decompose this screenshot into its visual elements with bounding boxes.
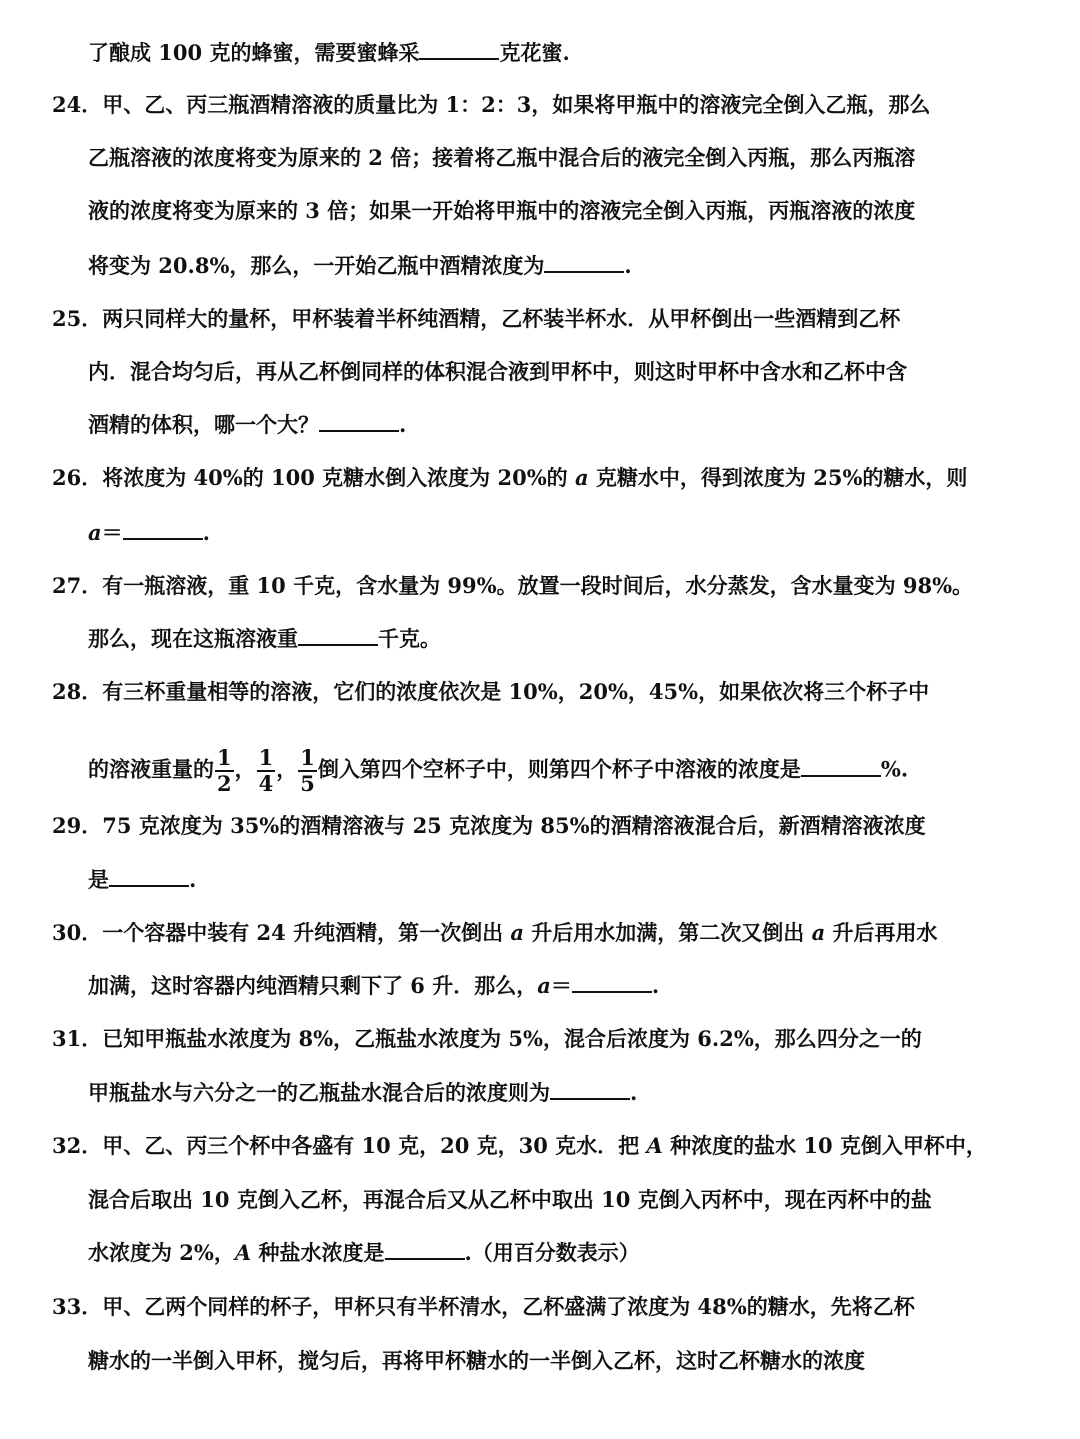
problem-30-line-2 — [0, 971, 1080, 1001]
text: 加满，这时容器内纯酒精只剩下了 6 升．那么， — [88, 973, 538, 998]
problem-24-line-4 — [0, 251, 1080, 281]
problem-number-27: 27． — [52, 573, 103, 598]
problem-27-line-2 — [0, 624, 1080, 654]
fraction-one-half — [215, 746, 234, 796]
text: 种浓度的盐水 10 克倒入甲杯中， — [662, 1133, 987, 1158]
problem-25-line-3 — [0, 410, 1080, 440]
problem-26-line-2 — [0, 518, 1080, 548]
problem-23-line-1 — [0, 38, 1080, 68]
text: 水浓度为 2%， — [88, 1240, 235, 1265]
text: 了酿成 100 克的蜂蜜，需要蜜蜂采 — [88, 40, 420, 65]
fraction-one-quarter — [257, 746, 276, 796]
answer-blank-29[interactable] — [109, 865, 189, 887]
problem-32-line-3 — [0, 1238, 1080, 1268]
equals-sign: ＝ — [101, 520, 123, 545]
problem-number-26: 26． — [52, 465, 103, 490]
problem-number-30: 30． — [52, 920, 103, 945]
problem-25-line-1 — [0, 304, 1080, 334]
problem-number-31: 31． — [52, 1026, 103, 1051]
text: . — [630, 1080, 638, 1105]
text: 已知甲瓶盐水浓度为 8%，乙瓶盐水浓度为 5%，混合后浓度为 6.2%，那么四分之一的 — [102, 1026, 922, 1051]
problem-33-line-1 — [0, 1292, 1080, 1322]
answer-blank-24[interactable] — [544, 251, 624, 273]
text: 酒精的体积，哪一个大？ — [88, 412, 319, 437]
problem-28-line-2 — [0, 746, 1080, 796]
text: 有一瓶溶液，重 10 千克，含水量为 99%。放置一段时间后，水分蒸发，含水量变为 98%。 — [102, 573, 974, 598]
variable-a: a — [811, 920, 826, 945]
numerator: 1 — [217, 745, 232, 770]
text: . — [624, 253, 632, 278]
answer-blank-31[interactable] — [550, 1078, 630, 1100]
answer-blank-27[interactable] — [298, 624, 378, 646]
problem-25-line-2: 内．混合均匀后，再从乙杯倒同样的体积混合液到甲杯中，则这时甲杯中含水和乙杯中含 — [88, 359, 907, 384]
variable-a: a — [574, 465, 589, 490]
separator: ， — [234, 756, 256, 782]
text: 克花蜜. — [499, 40, 570, 65]
text: 将变为 20.8%，那么，一开始乙瓶中酒精浓度为 — [88, 253, 545, 278]
text: 克糖水中，得到浓度为 25%的糖水，则 — [588, 465, 968, 490]
text: 是 — [88, 867, 109, 892]
separator: ， — [276, 756, 298, 782]
problem-26-line-1 — [0, 463, 1080, 493]
variable-a: a — [88, 520, 102, 545]
problem-30-line-1 — [0, 918, 1080, 948]
answer-blank-26[interactable] — [123, 518, 203, 540]
text: 甲、乙、丙三瓶酒精溶液的质量比为 1：2：3，如果将甲瓶中的溶液完全倒入乙瓶，那么 — [102, 92, 931, 117]
text: %. — [880, 756, 909, 782]
text: . — [399, 412, 407, 437]
problem-number-28: 28． — [52, 679, 103, 704]
text: 75 克浓度为 35%的酒精溶液与 25 克浓度为 85%的酒精溶液混合后，新酒精溶液浓度 — [102, 813, 926, 838]
equals-sign: ＝ — [550, 973, 572, 998]
problem-number-24: 24． — [52, 92, 103, 117]
text: 种盐水浓度是 — [251, 1240, 385, 1265]
answer-blank-32[interactable] — [385, 1238, 465, 1260]
problem-24-line-3: 液的浓度将变为原来的 3 倍；如果一开始将甲瓶中的溶液完全倒入丙瓶，丙瓶溶液的浓度 — [88, 198, 916, 223]
text: 将浓度为 40%的 100 克糖水倒入浓度为 20%的 — [102, 465, 575, 490]
problem-33-line-2: 糖水的一半倒入甲杯，搅匀后，再将甲杯糖水的一半倒入乙杯，这时乙杯糖水的浓度 — [88, 1348, 865, 1373]
variable-A: A — [234, 1240, 252, 1265]
text: 甲瓶盐水与六分之一的乙瓶盐水混合后的浓度则为 — [88, 1080, 550, 1105]
problem-number-33: 33． — [52, 1294, 103, 1319]
problem-32-line-2: 混合后取出 10 克倒入乙杯，再混合后又从乙杯中取出 10 克倒入丙杯中，现在丙杯中的盐 — [88, 1187, 932, 1212]
problem-31-line-2 — [0, 1078, 1080, 1108]
text: 有三杯重量相等的溶液，它们的浓度依次是 10%，20%，45%，如果依次将三个杯子中 — [102, 679, 930, 704]
numerator: 1 — [258, 745, 274, 770]
variable-a: a — [537, 973, 551, 998]
text: . — [202, 520, 210, 545]
text: 升后用水加满，第二次又倒出 — [524, 920, 812, 945]
problem-24-line-2: 乙瓶溶液的浓度将变为原来的 2 倍；接着将乙瓶中混合后的液完全倒入丙瓶，那么丙瓶溶 — [88, 145, 916, 170]
text: 甲、乙两个同样的杯子，甲杯只有半杯清水，乙杯盛满了浓度为 48%的糖水，先将乙杯 — [102, 1294, 915, 1319]
answer-blank-28[interactable] — [801, 755, 881, 777]
answer-blank-30[interactable] — [572, 971, 652, 993]
numerator: 1 — [300, 745, 315, 770]
text: 千克。 — [378, 626, 441, 651]
denominator: 5 — [300, 771, 315, 796]
problem-number-32: 32． — [52, 1133, 103, 1158]
answer-blank-23[interactable] — [419, 38, 499, 60]
text: 一个容器中装有 24 升纯酒精，第一次倒出 — [102, 920, 511, 945]
text: 升后再用水 — [825, 920, 938, 945]
answer-blank-25[interactable] — [319, 410, 399, 432]
problem-31-line-1 — [0, 1024, 1080, 1054]
problem-29-line-1 — [0, 811, 1080, 841]
denominator: 4 — [258, 771, 274, 796]
text: 的溶液重量的 — [88, 756, 214, 782]
text: 倒入第四个空杯子中，则第四个杯子中溶液的浓度是 — [317, 756, 801, 782]
problem-27-line-1 — [0, 571, 1080, 601]
text: . — [189, 867, 197, 892]
text: .（用百分数表示） — [464, 1240, 640, 1265]
fraction-one-fifth — [298, 746, 317, 796]
problem-32-line-1 — [0, 1131, 1080, 1161]
problem-24-line-1 — [0, 90, 1080, 120]
problem-number-29: 29． — [52, 813, 103, 838]
text: 那么，现在这瓶溶液重 — [88, 626, 298, 651]
variable-a: a — [510, 920, 524, 945]
problem-number-25: 25． — [52, 306, 103, 331]
problem-29-line-2 — [0, 865, 1080, 895]
variable-A: A — [646, 1133, 663, 1158]
text: 甲、乙、丙三个杯中各盛有 10 克，20 克，30 克水．把 — [102, 1133, 647, 1158]
text: 两只同样大的量杯，甲杯装着半杯纯酒精，乙杯装半杯水．从甲杯倒出一些酒精到乙杯 — [102, 306, 901, 331]
text: . — [651, 973, 660, 998]
denominator: 2 — [217, 771, 232, 796]
problem-28-line-1 — [0, 677, 1080, 707]
